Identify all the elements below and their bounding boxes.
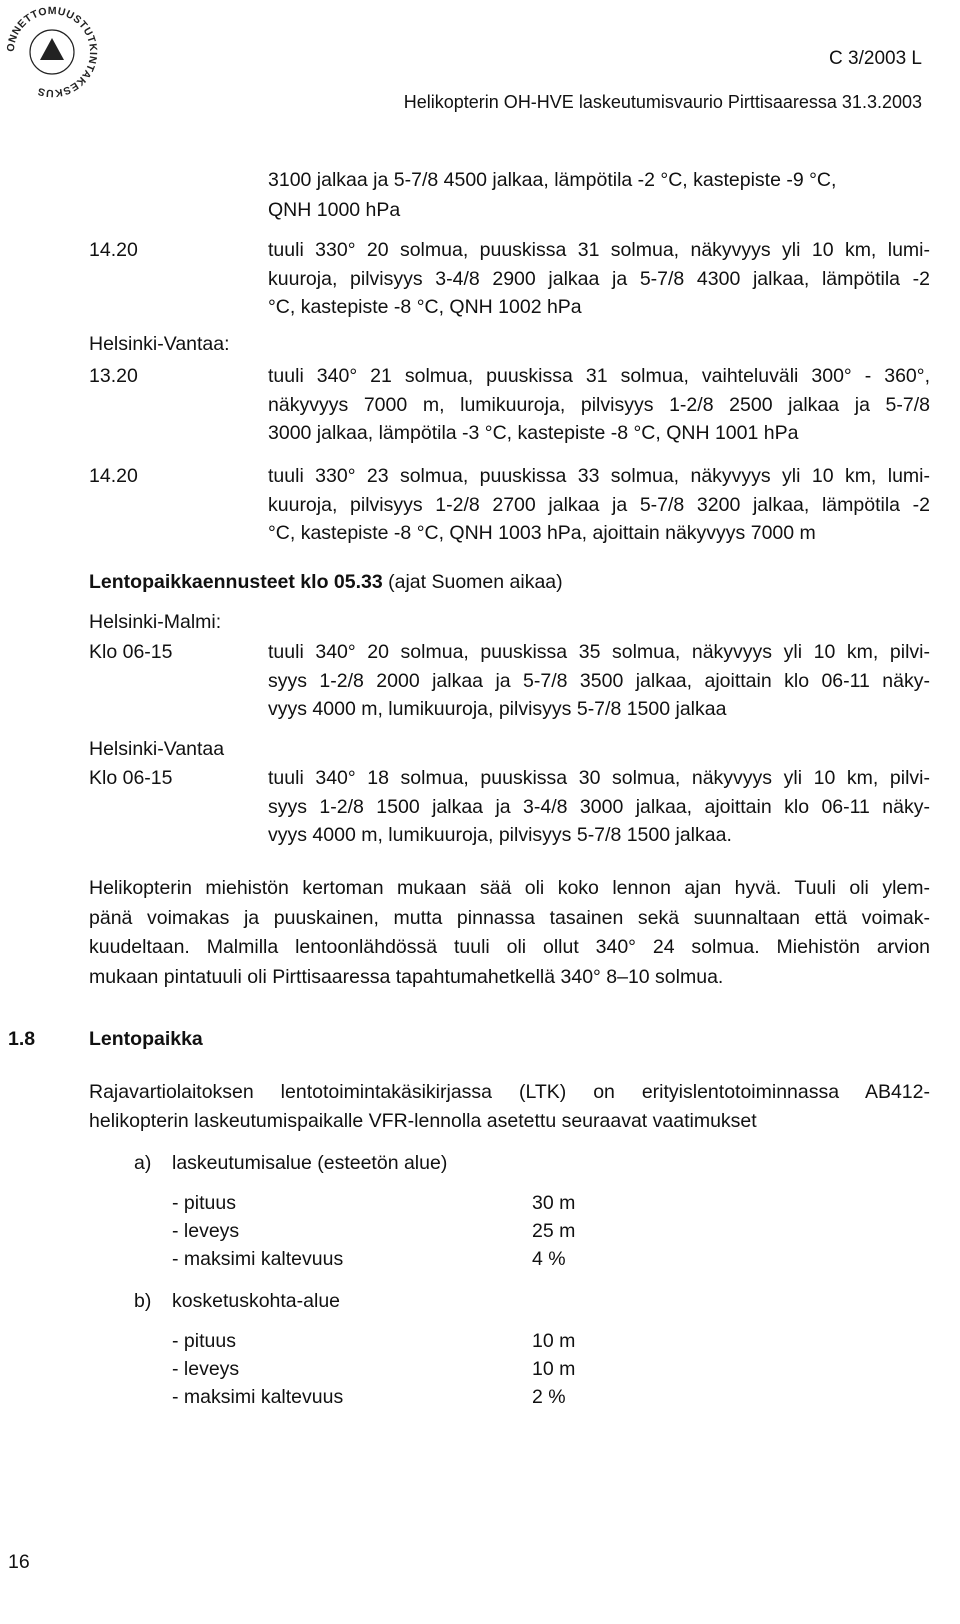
forecast-line: syys 1-2/8 1500 jalkaa ja 3-4/8 3000 jalkaa, ajoittain klo 06-11 näky- [268,795,930,818]
list-item-label: kosketuskohta-alue [172,1290,341,1312]
requirement-name: - maksimi kaltevuus [172,1386,344,1408]
requirement-value: 25 m [532,1220,576,1242]
intro-line: Rajavartiolaitoksen lentotoimintakäsikirjassa (LTK) on erityislentotoiminnassa AB412- [89,1081,930,1103]
forecast-line: vyys 4000 m, lumikuuroja, pilvisyys 5-7/8 1500 jalkaa. [268,824,732,846]
document-code: C 3/2003 L [829,48,922,69]
observation-line: tuuli 330° 20 solmua, puuskissa 31 solmua, näkyvyys yli 10 km, lumi- [268,239,930,261]
requirement-name: - pituus [172,1192,236,1214]
forecast-place: Helsinki-Vantaa [89,738,225,760]
section-intro [89,1078,930,1135]
document-subtitle: Helikopterin OH-HVE laskeutumisvaurio Pirttisaaressa 31.3.2003 [403,92,922,112]
requirement-name: - pituus [172,1330,236,1352]
forecast-text [268,638,930,724]
observation-text [268,462,930,548]
observation-line: kuuroja, pilvisyys 3-4/8 2900 jalkaa ja 5-7/8 4300 jalkaa, lämpötila -2 [268,267,930,290]
observation-text [268,236,930,322]
requirement-value: 30 m [532,1192,576,1214]
requirement-value: 4 % [532,1248,566,1270]
section-number: 1.8 [8,1028,36,1050]
observation-text [268,362,930,448]
paragraph-line: Helikopterin miehistön kertoman mukaan sää oli koko lennon ajan hyvä. Tuuli oli ylem- [89,877,930,899]
paragraph-line: mukaan pintatuuli oli Pirttisaaressa tapahtumahetkellä 340° 8–10 solmua. [89,965,724,988]
requirement-name: - maksimi kaltevuus [172,1248,344,1270]
crew-weather-paragraph [89,874,930,992]
forecast-line: tuuli 340° 18 solmua, puuskissa 30 solmua, näkyvyys yli 10 km, pilvi- [268,767,930,789]
intro-line: helikopterin laskeutumispaikalle VFR-lennolla asetettu seuraavat vaatimukset [89,1109,757,1132]
forecast-time: Klo 06-15 [89,767,173,789]
observation-line: kuuroja, pilvisyys 1-2/8 2700 jalkaa ja 5-7/8 3200 jalkaa, lämpötila -2 [268,493,930,516]
forecast-heading-rest: (ajat Suomen aikaa) [382,571,563,593]
observation-time: 14.20 [89,465,138,487]
onnettomuustutkintakeskus-seal [2,2,102,102]
section-title: Lentopaikka [89,1028,203,1050]
forecast-place: Helsinki-Malmi: [89,611,222,633]
paragraph-line: kuudeltaan. Malmilla lentoonlähdössä tuuli oli ollut 340° 24 solmua. Miehistön arvion [89,936,930,958]
seal-text: ONNETTOMUUSTUTKINTAKESKUS [4,4,100,100]
requirement-value: 10 m [532,1330,576,1352]
forecast-heading [89,568,563,596]
observation-time: 13.20 [89,365,138,387]
forecast-heading-bold: Lentopaikkaennusteet klo 05.33 [89,571,383,593]
forecast-line: syys 1-2/8 2000 jalkaa ja 5-7/8 3500 jalkaa, ajoittain klo 06-11 näky- [268,669,930,692]
observation-line: °C, kastepiste -8 °C, QNH 1002 hPa [268,296,582,318]
forecast-text [268,764,930,850]
page-number: 16 [8,1551,30,1573]
observation-line: tuuli 340° 21 solmua, puuskissa 31 solmua, vaihteluväli 300° - 360°, [268,365,930,387]
forecast-time: Klo 06-15 [89,641,173,663]
list-marker: a) [134,1152,152,1174]
paragraph-line: pänä voimakas ja puuskainen, mutta pinnassa tasainen sekä suunnaltaan että voimak- [89,906,930,929]
requirement-name: - leveys [172,1220,240,1242]
observation-line: 3000 jalkaa, lämpötila -3 °C, kastepiste -8 °C, QNH 1001 hPa [268,422,799,444]
requirement-value: 10 m [532,1358,576,1380]
observation-line: näkyvyys 7000 m, lumikuuroja, pilvisyys 1-2/8 2500 jalkaa ja 5-7/8 [268,393,930,416]
requirement-value: 2 % [532,1386,566,1408]
observation-line: °C, kastepiste -8 °C, QNH 1003 hPa, ajoittain näkyvyys 7000 m [268,522,816,544]
station-heading: Helsinki-Vantaa: [89,333,230,355]
forecast-line: tuuli 340° 20 solmua, puuskissa 35 solmua, näkyvyys yli 10 km, pilvi- [268,641,930,663]
forecast-line: vyys 4000 m, lumikuuroja, pilvisyys 5-7/8 1500 jalkaa [268,698,727,720]
observation-line: tuuli 330° 23 solmua, puuskissa 33 solmua, näkyvyys yli 10 km, lumi- [268,465,930,487]
observation-time: 14.20 [89,239,138,261]
requirement-name: - leveys [172,1358,240,1380]
weather-continuation-line: QNH 1000 hPa [268,199,401,221]
list-marker: b) [134,1290,152,1312]
weather-continuation-line: 3100 jalkaa ja 5-7/8 4500 jalkaa, lämpötila -2 °C, kastepiste -9 °C, [268,169,837,191]
list-item-label: laskeutumisalue (esteetön alue) [172,1152,448,1174]
